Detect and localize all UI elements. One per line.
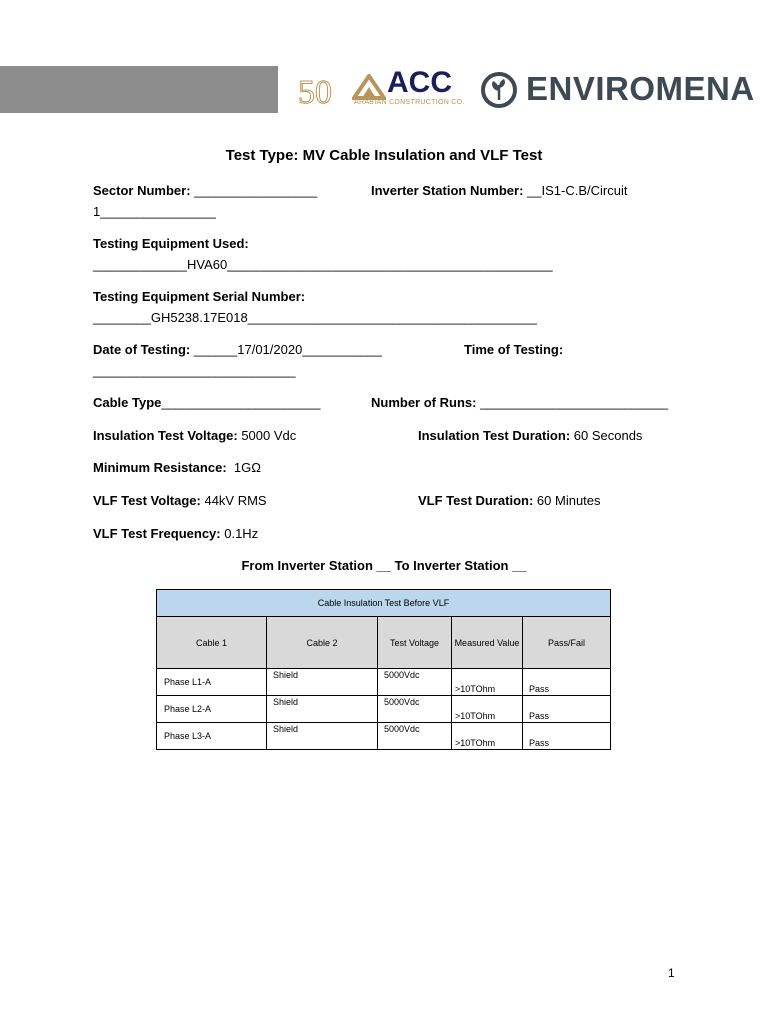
header-measured-value: Measured Value xyxy=(452,617,523,669)
date-of-testing-value: ______17/01/2020___________ xyxy=(190,342,382,357)
equipment-used-value: _____________HVA60_____________________________________________ xyxy=(93,257,553,272)
cell-test-voltage: 5000Vdc xyxy=(378,723,452,750)
header-pass-fail: Pass/Fail xyxy=(523,617,611,669)
insulation-voltage-label: Insulation Test Voltage: xyxy=(93,428,238,443)
cable-type-value: ______________________ xyxy=(161,395,321,410)
page-number: 1 xyxy=(668,966,675,980)
insulation-duration-label: Insulation Test Duration: xyxy=(418,428,571,443)
cell-cable-2: Shield xyxy=(267,696,378,723)
inverter-station-continuation: 1________________ xyxy=(93,204,216,219)
cell-test-voltage: 5000Vdc xyxy=(378,669,452,696)
acc-logo-subtitle: ARABIAN CONSTRUCTION CO. xyxy=(354,99,465,106)
vlf-duration-field xyxy=(418,493,601,508)
cell-measured-value: >10TOhm xyxy=(452,723,523,750)
document-title: Test Type: MV Cable Insulation and VLF Test xyxy=(225,147,543,164)
serial-number-label: Testing Equipment Serial Number: xyxy=(93,289,306,304)
sector-number-label: Sector Number: xyxy=(93,183,191,198)
vlf-voltage-value: 44kV RMS xyxy=(200,493,267,508)
table-row xyxy=(157,669,611,696)
header-cable-1: Cable 1 xyxy=(157,617,267,669)
sector-number-field xyxy=(93,183,317,198)
table-row xyxy=(157,696,611,723)
insulation-test-table xyxy=(156,589,611,750)
inverter-station-label: Inverter Station Number: xyxy=(371,183,524,198)
insulation-voltage-value: 5000 Vdc xyxy=(237,428,297,443)
date-of-testing-label: Date of Testing: xyxy=(93,342,191,357)
cell-measured-value: >10TOhm xyxy=(452,696,523,723)
serial-number-value: ________GH5238.17E018________________________________________ xyxy=(93,310,537,325)
inverter-station-value: __IS1-C.B/Circuit xyxy=(523,183,628,198)
insulation-voltage-field xyxy=(93,428,296,443)
vlf-frequency-label: VLF Test Frequency: xyxy=(93,526,221,541)
header-test-voltage: Test Voltage xyxy=(378,617,452,669)
acc-logo-text: ACC xyxy=(387,66,452,99)
time-of-testing-value: ____________________________ xyxy=(93,363,296,378)
enviromena-logo-text: ENVIROMENA xyxy=(526,70,755,107)
table-caption: Cable Insulation Test Before VLF xyxy=(157,590,611,617)
header-cable-2: Cable 2 xyxy=(267,617,378,669)
from-to-inverter-station: From Inverter Station __ To Inverter Station __ xyxy=(241,558,527,573)
number-of-runs-label: Number of Runs: xyxy=(371,395,477,410)
insulation-duration-field xyxy=(418,428,642,443)
cable-type-label: Cable Type xyxy=(93,395,162,410)
insulation-duration-value: 60 Seconds xyxy=(570,428,643,443)
vlf-duration-label: VLF Test Duration: xyxy=(418,493,534,508)
cell-pass-fail: Pass xyxy=(523,669,611,696)
cell-pass-fail: Pass xyxy=(523,696,611,723)
vlf-frequency-value: 0.1Hz xyxy=(220,526,259,541)
vlf-voltage-field xyxy=(93,493,267,508)
vlf-duration-value: 60 Minutes xyxy=(533,493,601,508)
anniversary-50-logo xyxy=(296,72,346,108)
acc-logo-icon xyxy=(352,74,386,100)
svg-text:50: 50 xyxy=(298,74,332,108)
minimum-resistance-value: 1GΩ xyxy=(226,460,261,475)
table-header-row xyxy=(157,617,611,669)
cell-cable-1: Phase L2-A xyxy=(157,696,267,723)
cell-cable-1: Phase L1-A xyxy=(157,669,267,696)
cable-type-field xyxy=(93,395,320,410)
minimum-resistance-label: Minimum Resistance: xyxy=(93,460,227,475)
cell-cable-2: Shield xyxy=(267,669,378,696)
number-of-runs-value: __________________________ xyxy=(476,395,669,410)
vlf-frequency-field xyxy=(93,526,258,541)
enviromena-logo-icon xyxy=(480,71,518,109)
cell-test-voltage: 5000Vdc xyxy=(378,696,452,723)
minimum-resistance-field xyxy=(93,460,261,475)
number-of-runs-field xyxy=(371,395,668,410)
cell-cable-1: Phase L3-A xyxy=(157,723,267,750)
inverter-station-field xyxy=(371,183,627,198)
header-bar xyxy=(0,66,278,113)
table-row xyxy=(157,723,611,750)
time-of-testing-label: Time of Testing: xyxy=(464,342,564,357)
cell-measured-value: >10TOhm xyxy=(452,669,523,696)
vlf-voltage-label: VLF Test Voltage: xyxy=(93,493,201,508)
cell-pass-fail: Pass xyxy=(523,723,611,750)
date-of-testing-field xyxy=(93,342,382,357)
equipment-used-label: Testing Equipment Used: xyxy=(93,236,249,251)
sector-number-value: _________________ xyxy=(190,183,318,198)
cell-cable-2: Shield xyxy=(267,723,378,750)
